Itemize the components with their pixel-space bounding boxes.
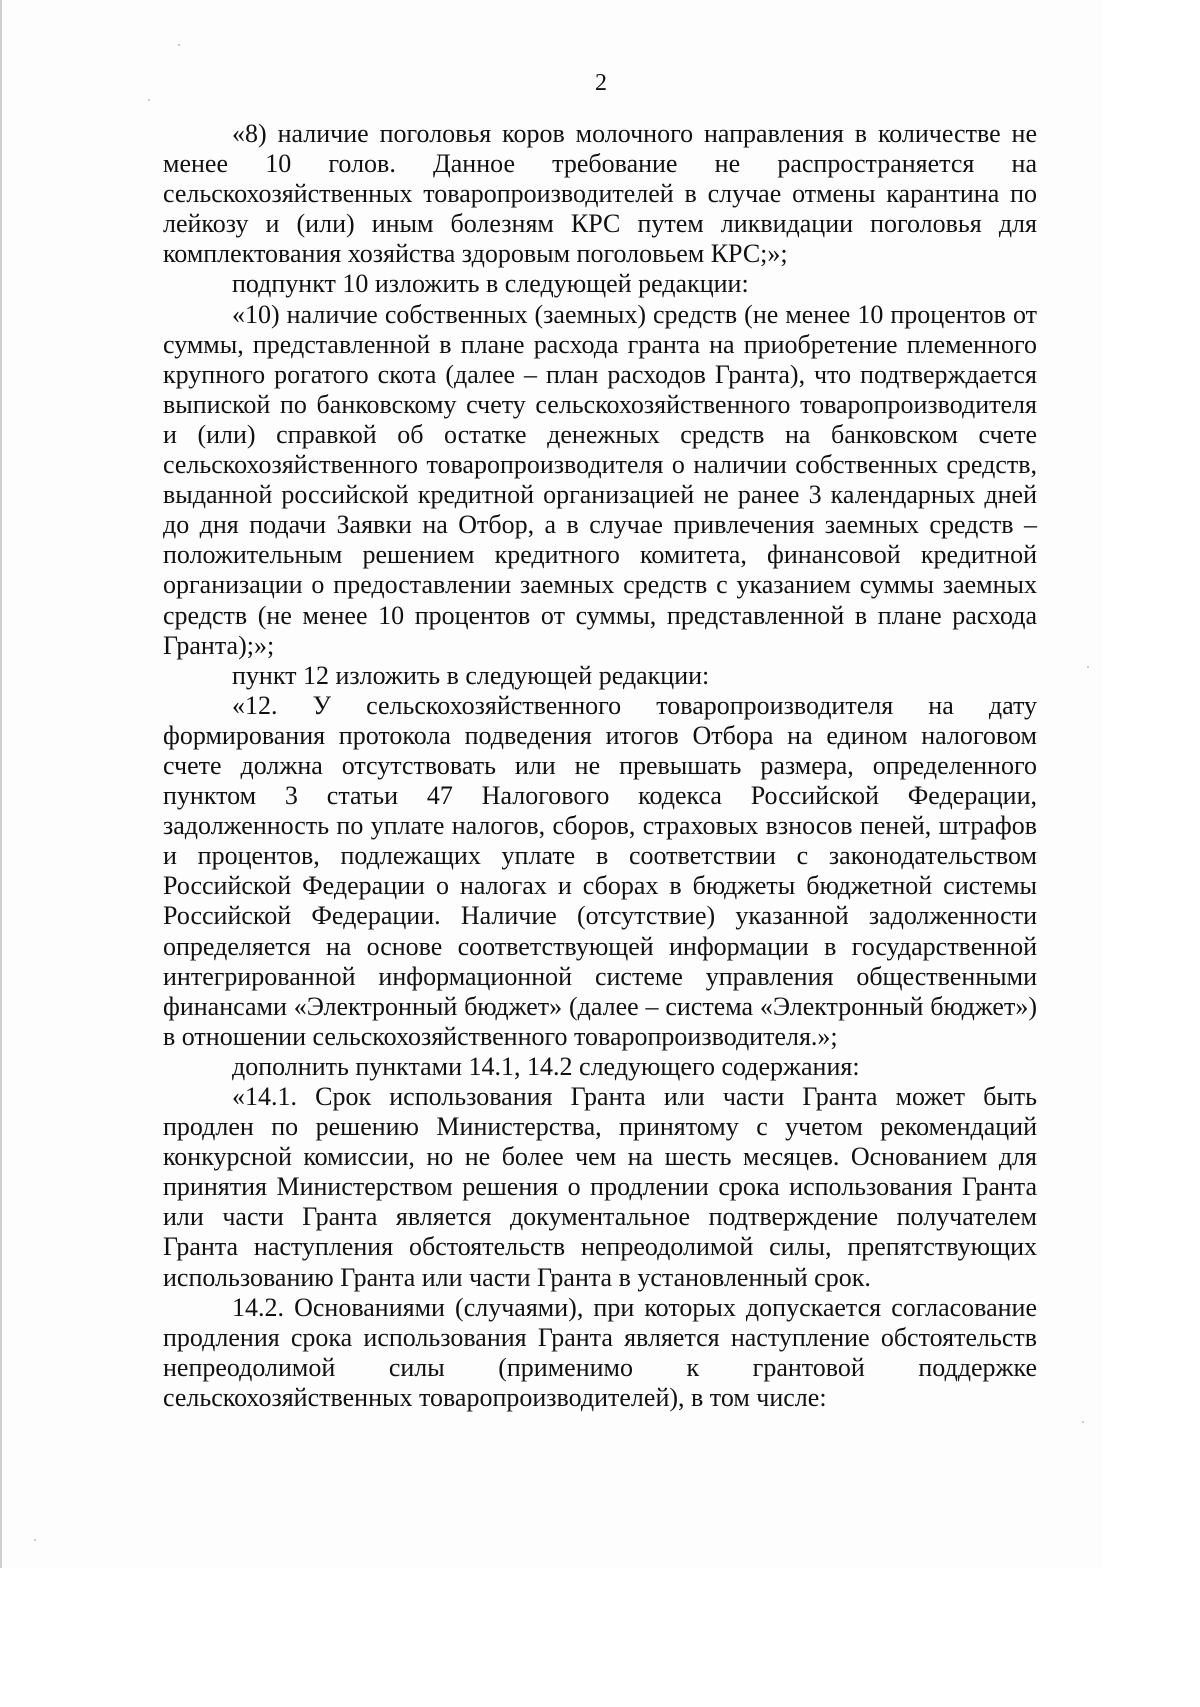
scan-edge — [0, 0, 2, 1568]
scan-speck — [148, 99, 150, 101]
paragraph-item-14-1: «14.1. Срок использования Гранта или части Гранта может быть продлен по решению Министерства, принятому с учетом рекомендаций конкурсной комиссии, но не более чем на шесть месяцев. Основанием для принятия Министерством решения о продлении срока использования Гранта или части Гранта является документальное подтверждение получателем Гранта наступления обстоятельств непреодолимой силы, препятствующих использованию Гранта или части Гранта в установленный срок. — [163, 1082, 1037, 1292]
scan-speck — [1082, 1421, 1084, 1423]
paragraph-items-14-intro: дополнить пунктами 14.1, 14.2 следующего содержания: — [232, 1051, 860, 1081]
paragraph-item-14-2: 14.2. Основаниями (случаями), при которых допускается согласование продления срока использования Гранта является наступление обстоятельств непреодолимой силы (применимо к грантовой поддержке сельскохозяйственных товаропроизводителей), в том числе: — [163, 1292, 1037, 1412]
scan-speck — [34, 1539, 36, 1541]
paragraph-subitem-10-intro: подпункт 10 изложить в следующей редакции: — [232, 269, 749, 299]
paragraph-item-12-intro: пункт 12 изложить в следующей редакции: — [232, 660, 710, 690]
document-body — [163, 119, 1037, 1413]
paragraph-item-10: «10) наличие собственных (заемных) средств (не менее 10 процентов от суммы, представленной в плане расхода гранта на приобретение племенного крупного рогатого скота (далее – план расходов Гранта), что подтверждается выпиской по банковскому счету сельскохозяйственного товаропроизводителя и (или) справкой об остатке денежных средств на банковском счете сельскохозяйственного товаропроизводителя о наличии собственных средств, выданной российской кредитной организацией не ранее 3 календарных дней до дня подачи Заявки на Отбор, а в случае привлечения заемных средств – положительным решением кредитного комитета, финансовой кредитной организации о предоставлении заемных средств с указанием суммы заемных средств (не менее 10 процентов от суммы, представленной в плане расхода Гранта);»; — [163, 299, 1037, 660]
paragraph-item-12: «12. У сельскохозяйственного товаропроизводителя на дату формирования протокола подведения итогов Отбора на едином налоговом счете должна отсутствовать или не превышать размера, определенного пунктом 3 статьи 47 Налогового кодекса Российской Федерации, задолженность по уплате налогов, сборов, страховых взносов пеней, штрафов и процентов, подлежащих уплате в соответствии с законодательством Российской Федерации о налогах и сборах в бюджеты бюджетной системы Российской Федерации. Наличие (отсутствие) указанной задолженности определяется на основе соответствующей информации в государственной интегрированной информационной системе управления общественными финансами «Электронный бюджет» (далее – система «Электронный бюджет») в отношении сельскохозяйственного товаропроизводителя.»; — [163, 690, 1037, 1051]
scan-speck — [1087, 666, 1089, 668]
scan-speck — [178, 44, 180, 46]
paragraph-item-8: «8) наличие поголовья коров молочного направления в количестве не менее 10 голов. Данное требование не распространяется на сельскохозяйственных товаропроизводителей в случае отмены карантина по лейкозу и (или) иным болезням КРС путем ликвидации поголовья для комплектования хозяйства здоровым поголовьем КРС;»; — [163, 119, 1037, 269]
page-number: 2 — [595, 70, 607, 96]
